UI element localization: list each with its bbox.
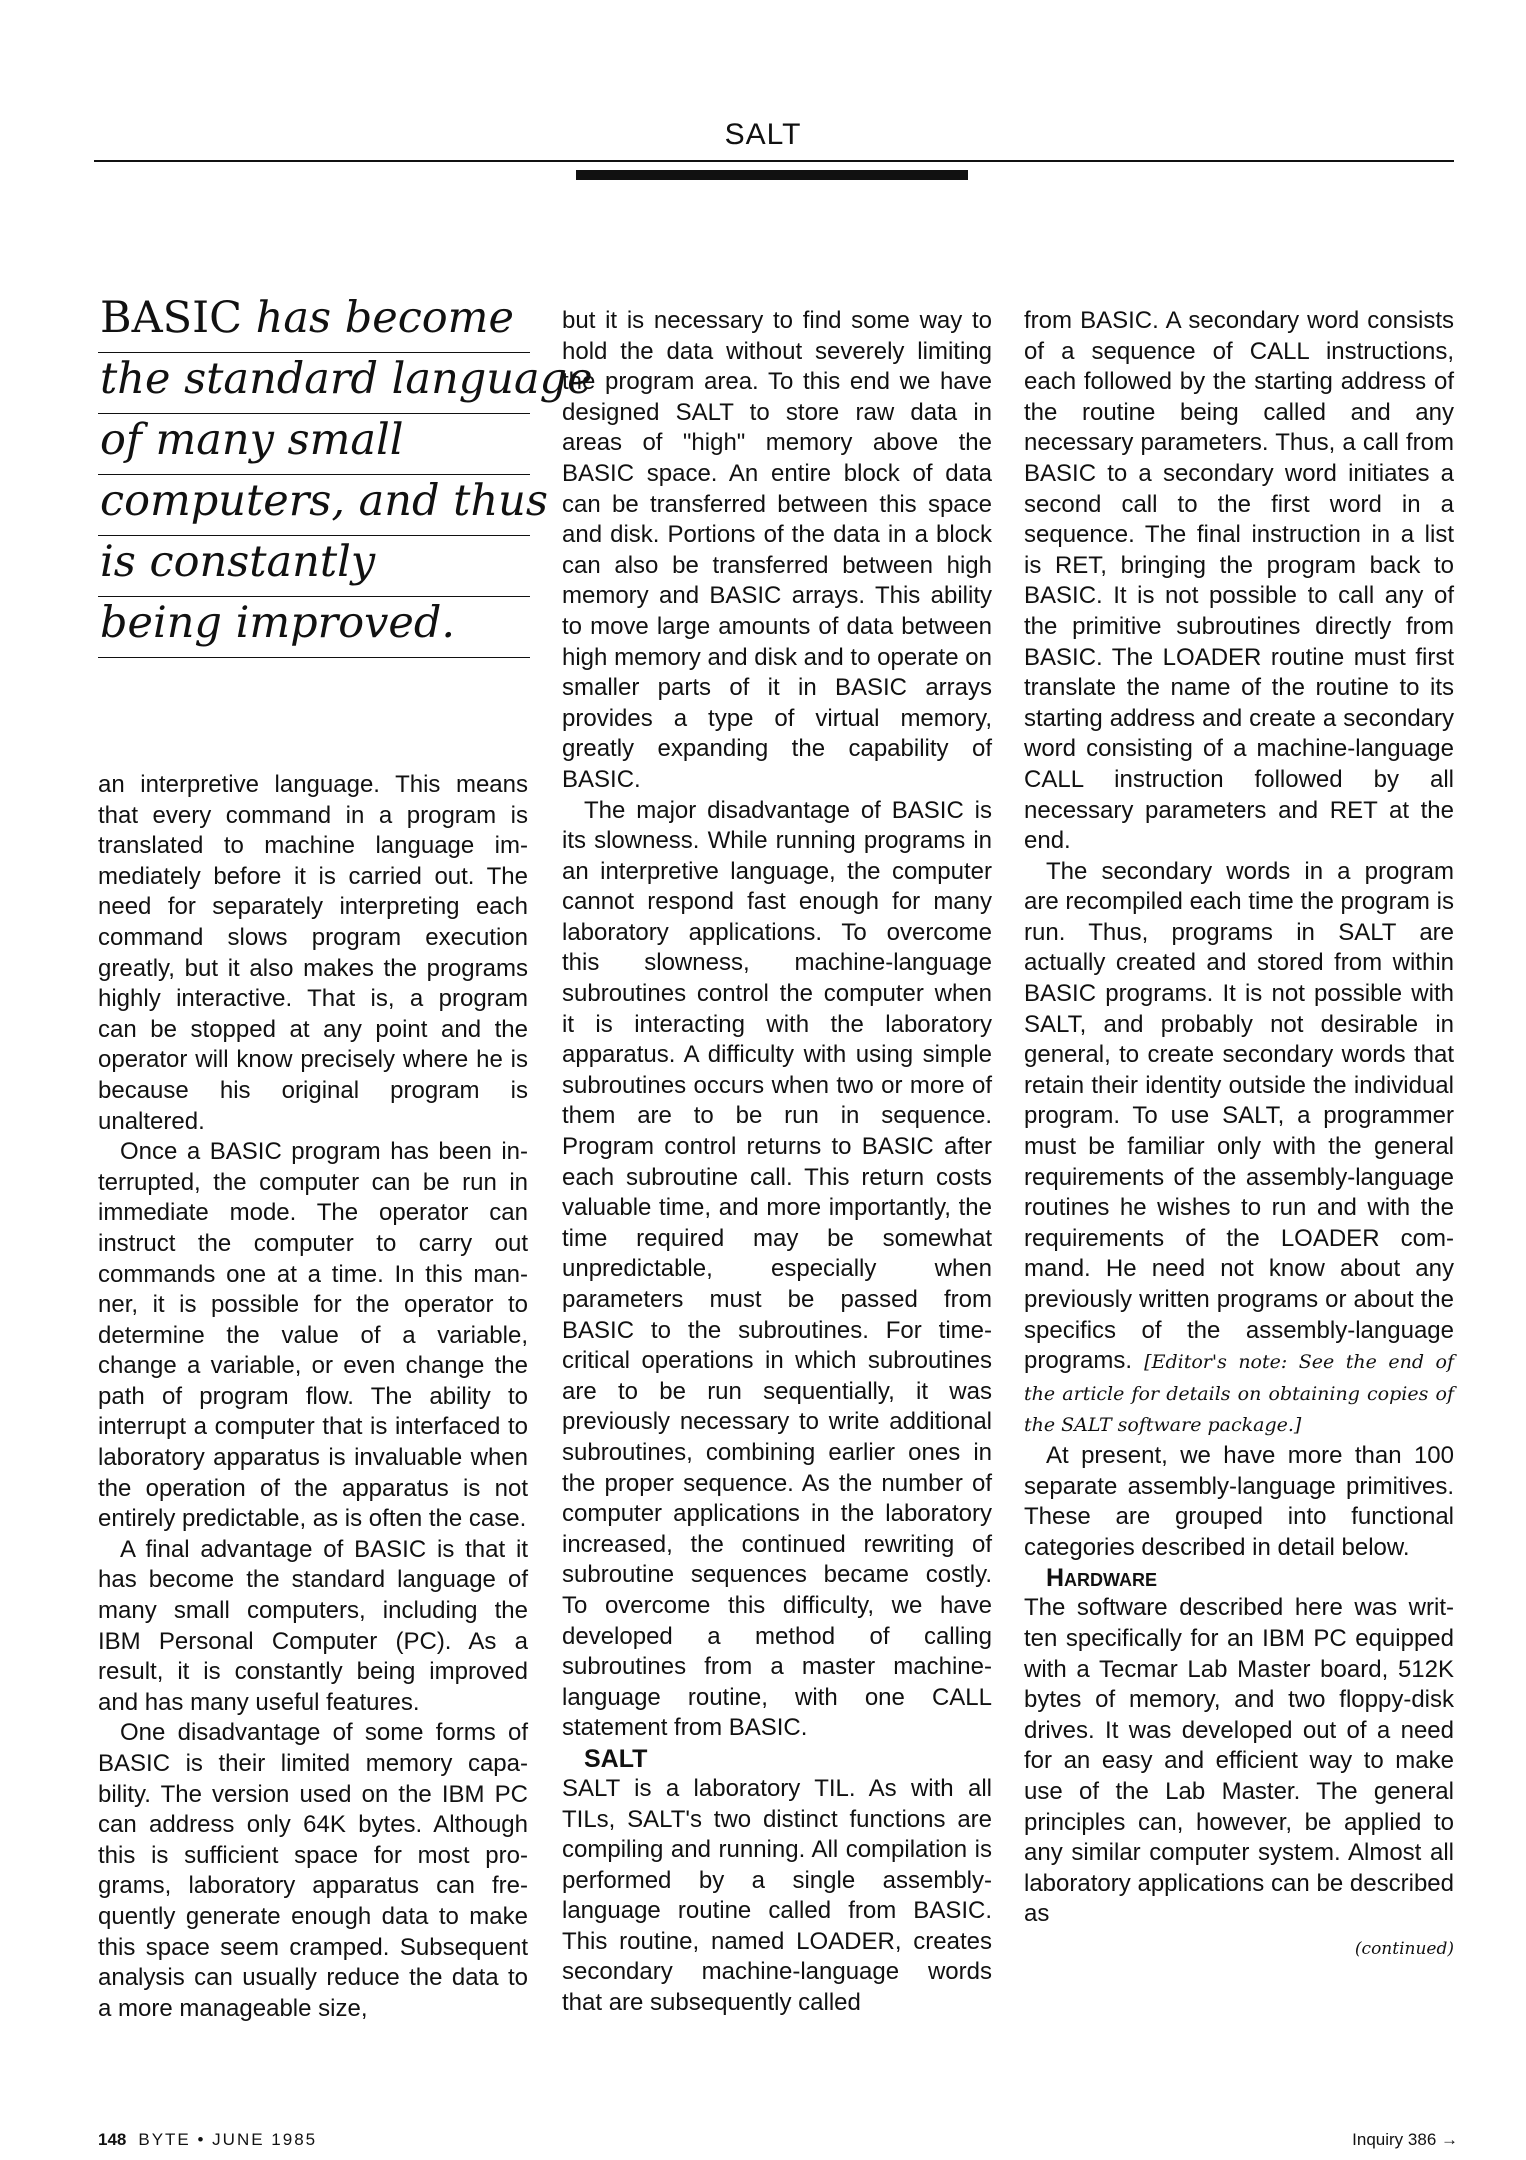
editor-note: [Editor's note: See the end of the article for details on obtaining copies of the SALT software package.] <box>1024 1351 1454 1437</box>
pull-quote-text: BASIC <box>100 293 256 343</box>
pull-quote-line <box>98 292 530 353</box>
paragraph: but it is necessary to find some way to hold the data without severely limiting the program area. To this end we have designed SALT to store raw data in areas of "high" memory above the BASIC space. An entire block of data can be transferred between this space and disk. Portions of the data in a block can also be transferred between high memory and BASIC arrays. This ability to move large amounts of data between high memory and disk and to operate on smaller parts of it in BASIC arrays provides a type of virtual memory, greatly expanding the capability of BASIC. <box>562 307 992 793</box>
paragraph: A final advantage of BASIC is that it has become the standard language of many small computers, including the IBM Personal Computer (PC). As a result, it is constantly being improved and has many useful features. <box>98 1535 528 1716</box>
pull-quote <box>98 292 593 658</box>
running-header: SALT <box>724 118 802 151</box>
footer-folio <box>98 2130 317 2150</box>
pull-quote-line: the standard language <box>98 353 530 414</box>
column-right <box>1024 306 1454 1964</box>
paragraph: At present, we have more than 100 separate assembly-language primitives. These are grouped into functional categories described in detail below. <box>1024 1441 1454 1561</box>
column-middle <box>562 306 992 2019</box>
paragraph: One disadvantage of some forms of BASIC is their limited memory capability. The version used on the IBM PC can address only 64K bytes. Although this is sufficient space for most programs, laboratory apparatus can frequently generate enough data to make this space seem cramped. Subsequent analysis can usually reduce the data to a more manageable size, <box>98 1719 528 2022</box>
section-heading-hardware: Hardware <box>1046 1564 1158 1593</box>
paragraph <box>1024 857 1454 1441</box>
paragraph: SALT is a laboratory TIL. As with all TILs, SALT's two distinct functions are compiling and running. All compilation is performed by a single assembly-language routine called from BASIC. This routine, named LOADER, creates secondary machine-language words that are subsequently called <box>562 1774 992 2017</box>
paragraph: The software described here was written specifically for an IBM PC equipped with a Tecmar Lab Master board, 512K bytes of memory, and two floppy-disk drives. It was developed out of a need for an easy and efficient way to make use of the Lab Master. The general principles can, however, be applied to any similar computer system. Almost all laboratory applications can be described as <box>1024 1594 1454 1928</box>
continued-note: (continued) <box>1354 1938 1454 1959</box>
paragraph-text: The secondary words in a program are recompiled each time the program is run. Thus, programs in SALT are actually created and stored from within BASIC programs. It is not possible with SALT, and probably not desirable in general, to create secondary words that retain their identity outside the individual program. To use SALT, a programmer must be familiar only with the general requirements of the assembly-language routines he wishes to run and with the requirements of the LOADER command. He need not know about any previously written programs or about the specifics of the assembly-language programs. <box>1024 857 1454 1375</box>
pull-quote-line: computers, and thus <box>98 475 530 536</box>
section-heading-salt: SALT <box>584 1744 648 1773</box>
page-number: 148 <box>98 2130 127 2149</box>
header-bar <box>576 170 968 180</box>
header-rule <box>94 160 1454 162</box>
pull-quote-line: is constantly <box>98 536 530 597</box>
paragraph: The major disadvantage of BASIC is its slowness. While running programs in an interpretive language, the computer cannot respond fast enough for many laboratory applications. To overcome this slowness, machine-language subroutines control the computer when it is interacting with the laboratory apparatus. A difficulty with using simple subroutines occurs when two or more of them are to be run in sequence. Program control returns to BASIC after each subroutine call. This return costs valuable time, and more importantly, the time required may be somewhat unpredictable, especially when parameters must be passed from BASIC to the subroutines. For time-critical operations in which subroutines are to be run sequentially, it was previously necessary to write additional subroutines, combining earlier ones in the proper sequence. As the number of computer applications in the laboratory increased, the continued rewriting of subroutine sequences became costly. To overcome this difficulty, we have developed a method of calling subroutines from a master machine-language routine, with one CALL statement from BASIC. <box>562 796 992 1742</box>
paragraph: an interpretive language. This means that every command in a program is translated to machine language immediately before it is carried out. The need for separately interpreting each command slows program execution greatly, but it also makes the programs highly interactive. That is, a program can be stopped at any point and the operator will know precisely where he is because his original program is unaltered. <box>98 771 528 1135</box>
paragraph: Once a BASIC program has been interrupted, the computer can be run in immediate mode. The operator can instruct the computer to carry out commands one at a time. In this manner, it is possible for the operator to determine the value of a variable, change a variable, or even change the path of program flow. The ability to interrupt a computer that is interfaced to laboratory apparatus is invaluable when the operation of the apparatus is not entirely predictable, as is often the case. <box>98 1138 528 1533</box>
column-left <box>98 770 528 2024</box>
inquiry-number: Inquiry 386 → <box>1352 2130 1458 2149</box>
pull-quote-text: has become <box>255 293 514 343</box>
publication-line: BYTE • JUNE 1985 <box>138 2130 318 2149</box>
pull-quote-line: of many small <box>98 414 530 475</box>
paragraph: from BASIC. A secondary word consists of a sequence of CALL instructions, each followed by the starting address of the routine being called and any necessary parameters. Thus, a call from BASIC to a secondary word initiates a second call to the first word in a sequence. The final instruction in a list is RET, bringing the program back to BASIC. It is not possible to call any of the primitive subroutines directly from BASIC. The LOADER routine must first translate the name of the routine to its starting address and create a secondary word consisting of a machine-language CALL instruction followed by all necessary parameters and RET at the end. <box>1024 307 1454 855</box>
pull-quote-line: being improved. <box>98 597 530 658</box>
